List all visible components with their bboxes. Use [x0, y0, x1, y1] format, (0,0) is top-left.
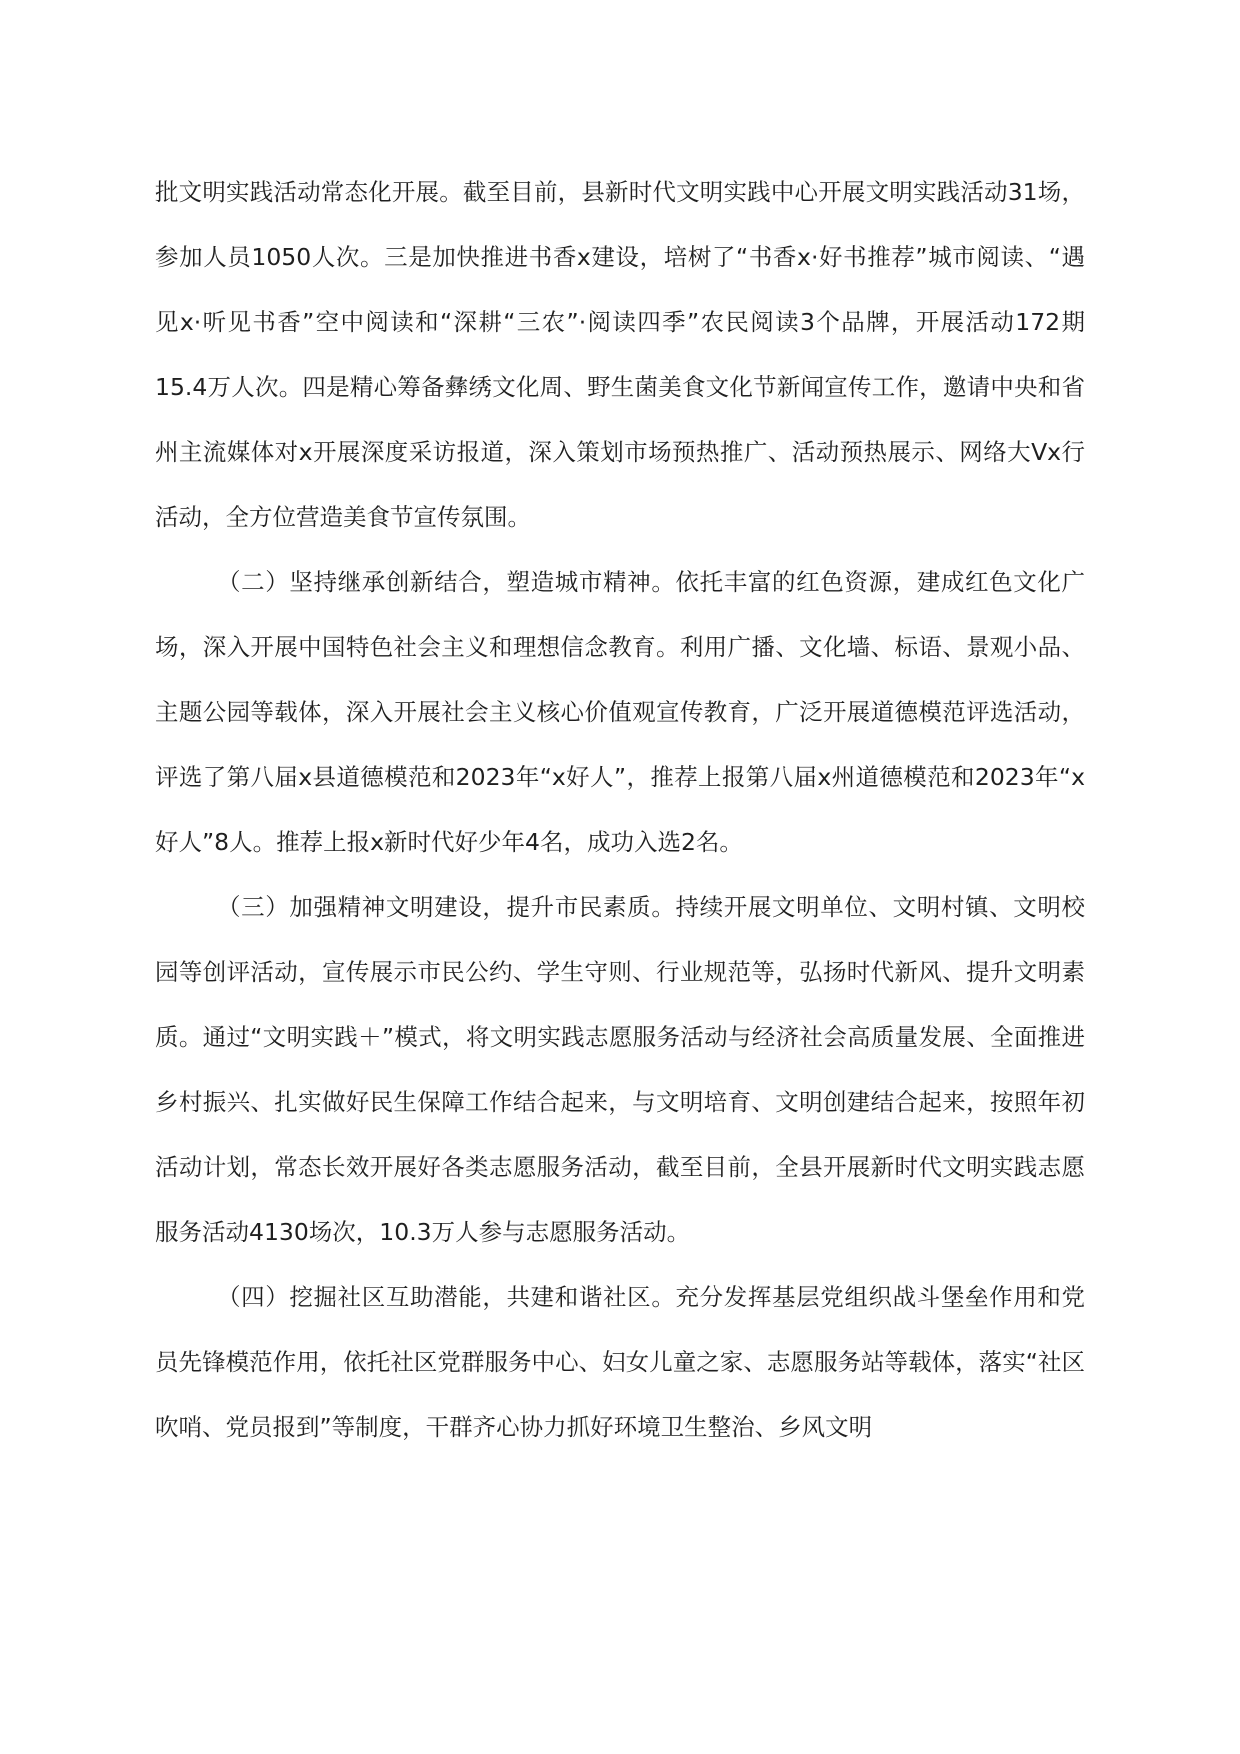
- paragraph-section-4: （四）挖掘社区互助潜能，共建和谐社区。充分发挥基层党组织战斗堡垒作用和党员先锋模范作用，依托社区党群服务中心、妇女儿童之家、志愿服务站等载体，落实“社区吹哨、党员报到”等制度，干群齐心协力抓好环境卫生整治、乡风文明: [155, 1283, 1085, 1441]
- paragraph-section-3: （三）加强精神文明建设，提升市民素质。持续开展文明单位、文明村镇、文明校园等创评活动，宣传展示市民公约、学生守则、行业规范等，弘扬时代新风、提升文明素质。通过“文明实践＋”模式，将文明实践志愿服务活动与经济社会高质量发展、全面推进乡村振兴、扎实做好民生保障工作结合起来，与文明培育、文明创建结合起来，按照年初活动计划，常态长效开展好各类志愿服务活动，截至目前，全县开展新时代文明实践志愿服务活动4130场次，10.3万人参与志愿服务活动。: [155, 893, 1085, 1246]
- paragraph-continuation: 批文明实践活动常态化开展。截至目前，县新时代文明实践中心开展文明实践活动31场，参加人员1050人次。三是加快推进书香x建设，培树了“书香x·好书推荐”城市阅读、“遇见x·听见书香”空中阅读和“深耕“三农”·阅读四季”农民阅读3个品牌，开展活动172期15.4万人次。四是精心筹备彝绣文化周、野生菌美食文化节新闻宣传工作，邀请中央和省州主流媒体对x开展深度采访报道，深入策划市场预热推广、活动预热展示、网络大Vx行活动，全方位营造美食节宣传氛围。: [155, 178, 1085, 531]
- paragraph-section-2: （二）坚持继承创新结合，塑造城市精神。依托丰富的红色资源，建成红色文化广场，深入开展中国特色社会主义和理想信念教育。利用广播、文化墙、标语、景观小品、主题公园等载体，深入开展社会主义核心价值观宣传教育，广泛开展道德模范评选活动，评选了第八届x县道德模范和2023年“x好人”，推荐上报第八届x州道德模范和2023年“x好人”8人。推荐上报x新时代好少年4名，成功入选2名。: [155, 568, 1085, 856]
- document-body: [155, 160, 1085, 1460]
